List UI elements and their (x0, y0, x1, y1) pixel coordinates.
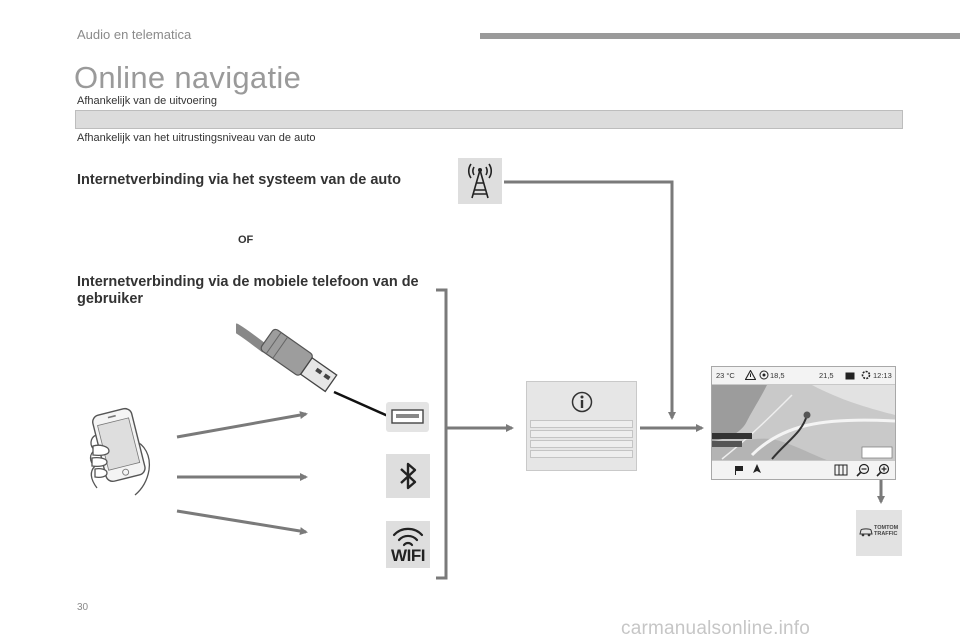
arrow-phone-to-wifi (177, 511, 306, 532)
bracket-line (436, 290, 446, 578)
zoom-in-icon (876, 463, 890, 477)
compass-icon (752, 464, 762, 476)
usb-port-icon (386, 402, 429, 432)
screen-bottom-bar (712, 460, 895, 479)
page-subtitle: Afhankelijk van de uitvoering (77, 95, 218, 107)
info-icon (571, 391, 593, 413)
status-bar (712, 367, 895, 385)
or-label: OF (238, 234, 254, 246)
info-panel (526, 381, 637, 471)
bluetooth-icon (386, 454, 430, 498)
gear-icon (861, 370, 871, 380)
equipment-note: Afhankelijk van het uitrustingsniveau van de auto (77, 132, 316, 144)
car-icon (859, 527, 873, 537)
info-line (530, 420, 633, 428)
value-left-readout: 18,5 (770, 371, 785, 380)
section-label: Audio en telematica (77, 27, 192, 42)
tomtom-traffic-badge (856, 510, 902, 556)
page-number: 30 (77, 602, 89, 613)
destination-flag-icon (734, 465, 744, 475)
wifi-label: WIFI (391, 546, 425, 565)
info-line (530, 450, 633, 458)
map-layers-icon (834, 464, 848, 476)
temperature-readout: 23 °C (716, 371, 735, 380)
usb-cable-icon (236, 320, 396, 422)
map-view (712, 385, 895, 462)
navigation-screen (711, 366, 896, 480)
value-right-readout: 21,5 (819, 371, 834, 380)
wifi-icon (386, 521, 430, 568)
zoom-out-icon (856, 463, 870, 477)
page-title: Online navigatie (74, 60, 302, 95)
watermark-text: carmanualsonline.info (621, 618, 811, 639)
heading-phone-connection: Internetverbinding via de mobiele telefoon van de gebruiker (77, 274, 419, 307)
antenna-icon (458, 158, 502, 204)
tomtom-line2: TRAFFIC (874, 531, 898, 537)
info-line (530, 430, 633, 438)
warning-icon (745, 370, 756, 380)
heading-car-connection: Internetverbinding via het systeem van de auto (77, 172, 401, 188)
clock-readout: 12:13 (873, 371, 892, 380)
phone-in-hand-icon (83, 400, 168, 500)
settings-dial-icon (759, 370, 769, 380)
camera-icon (845, 371, 855, 380)
info-line (530, 440, 633, 448)
tomtom-line1: TOMTOM (874, 525, 899, 531)
